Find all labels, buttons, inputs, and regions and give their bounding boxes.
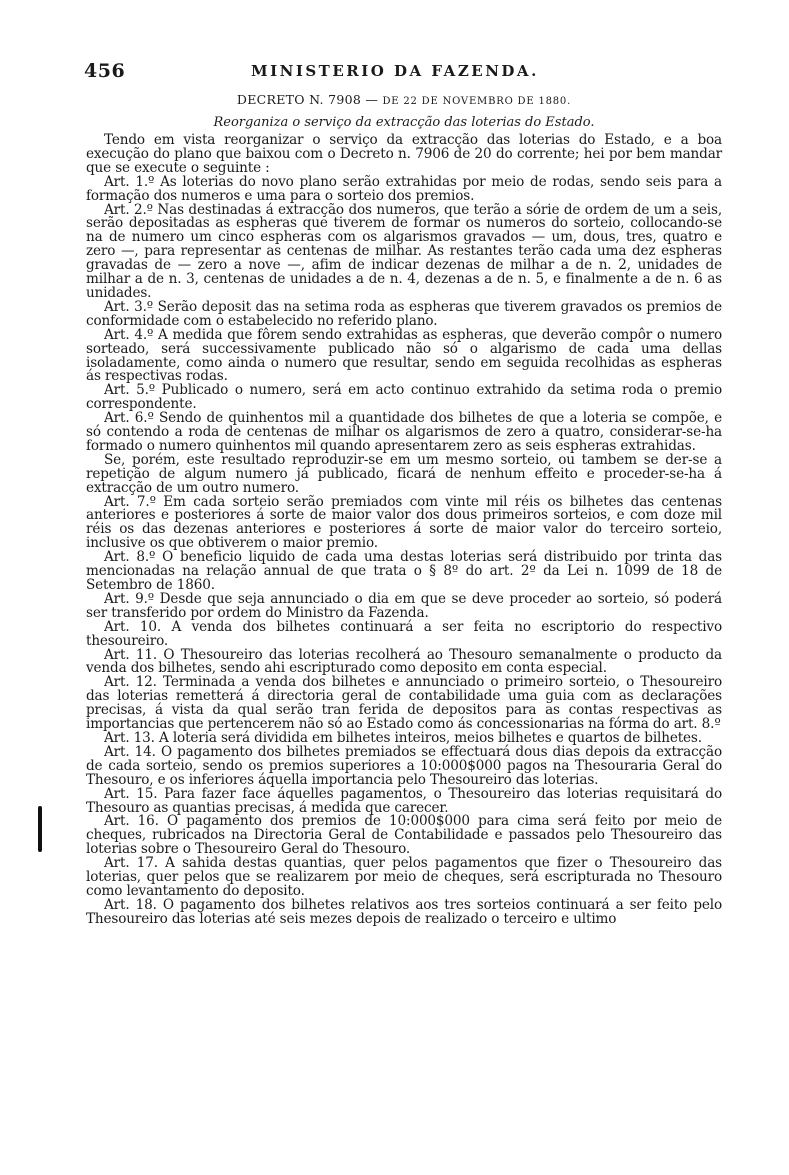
article-13: Art. 13. A loteria será dividida em bilhetes inteiros, meios bilhetes e quartos de bilhetes. — [104, 729, 702, 746]
decree-body — [86, 134, 722, 927]
article-7: Art. 7.º Em cada sorteio serão premiados com vinte mil réis os bilhetes das centenas anteriores e posteriores á sorte de maior valor dos dous primeiros sorteios, e com doze mil réis os das dezenas anteriores e posteriores á sorte de maior valor do terceiro sorteio, inclusive os que obtiverem o maior premio. — [86, 493, 722, 552]
decree-summary: Reorganiza o serviço da extracção das loterias do Estado. — [213, 115, 595, 130]
decree-number: DECRETO N. 7908 — — [236, 92, 383, 107]
article-4: Art. 4.º A medida que fôrem sendo extrahidas as espheras, que deverão compôr o numero sorteado, será successivamente publicado não só o algarismo de cada uma dellas isoladamente, como ainda o numero que resultar, sendo em seguida recolhidas as espheras ás respectivas rodas. — [86, 326, 722, 385]
preamble-paragraph: Tendo em vista reorganizar o serviço da extracção das loterias do Estado, e a boa execução do plano que baixou com o Decreto n. 7906 de 20 do corrente; hei por bem mandar que se execute o seguinte : — [86, 132, 722, 176]
article-12: Art. 12. Terminada a venda dos bilhetes e annunciado o primeiro sorteio, o Thesoureiro das loterias remetterá á directoria geral de contabilidade uma guia com as declarações precisas, á vista da qual serão tran ferida de depositos para as contas respectivas as importancias que pertencerem não só ao Estado como ás concessionarias na fórma do art. 8.º — [86, 674, 722, 733]
article-3: Art. 3.º Serão deposit das na setima roda as espheras que tiverem gravados os premios de conformidade com o estabelecido no referido plano. — [86, 298, 722, 329]
article-2: Art. 2.º Nas destinadas á extracção dos numeros, que terão a sórie de ordem de um a seis, serão depositadas as espheras que tiverem de formar os numeros do sorteio, collocando-se na de numero um cinco espheras com os algarismos gravados — um, dous, tres, quatro e zero —, para representar as centenas de milhar. As restantes terão cada uma dez espheras gravadas de — zero a nove —, afim de indicar dezenas de milhar a de n. 2, unidades de milhar a de n. 3, centenas de unidades a de n. 4, dezenas a de n. 5, e finalmente a de n. 6 as unidades. — [86, 201, 722, 301]
article-6-continuation: Se, porém, este resultado reproduzir-se em um mesmo sorteio, ou tambem se der-se a repetição de algum numero já publicado, ficará de nenhum effeito e proceder-se-ha á extracção de um outro numero. — [86, 451, 722, 496]
article-10: Art. 10. A venda dos bilhetes continuará a ser feita no escriptorio do respectivo thesoureiro. — [86, 618, 722, 649]
decree-date: DE 22 DE NOVEMBRO DE 1880. — [382, 96, 572, 107]
article-1: Art. 1.º As loterias do novo plano serão extrahidas por meio de rodas, sendo seis para a formação dos numeros e uma para o sorteio dos premios. — [86, 173, 722, 204]
document-page — [86, 60, 722, 927]
page-number: 456 — [84, 60, 126, 82]
article-11: Art. 11. O Thesoureiro das loterias recolherá ao Thesouro semanalmente o producto da venda dos bilhetes, sendo ahi escripturado como deposito em conta especial. — [86, 646, 722, 677]
article-15: Art. 15. Para fazer face áquelles pagamentos, o Thesoureiro das loterias requisitará do Thesouro as quantias precisas, á medida que carecer. — [86, 785, 722, 816]
article-17: Art. 17. A sahida destas quantias, quer pelos pagamentos que fizer o Thesoureiro das loterias, quer pelos que se realizarem por meio de cheques, será escripturada no Thesouro como levantamento do deposito. — [86, 855, 722, 899]
article-5: Art. 5.º Publicado o numero, será em acto continuo extrahido da setima roda o premio correspondente. — [86, 382, 722, 413]
article-18: Art. 18. O pagamento dos bilhetes relativos aos tres sorteios continuará a ser feito pelo Thesoureiro das loterias até seis mezes depois de realizado o terceiro e ultimo — [86, 896, 722, 927]
article-16: Art. 16. O pagamento dos premios de 10:000$000 para cima será feito por meio de cheques, rubricados na Directoria Geral de Contabilidade e passados pelo Thesoureiro das loterias sobre o Thesoureiro Geral do Thesouro. — [86, 813, 722, 858]
article-6: Art. 6.º Sendo de quinhentos mil a quantidade dos bilhetes de que a loteria se compõe, e só contendo a roda de centenas de milhar os algarismos de zero a quatro, considerar-se-ha formado o numero quinhentos mil quando apresentarem zero as seis espheras extrahidas. — [86, 410, 722, 454]
decree-title — [86, 92, 722, 107]
article-8: Art. 8.º O beneficio liquido de cada uma destas loterias será distribuido por trinta das mencionadas na relação annual de que trata o § 8º do art. 2º da Lei n. 1099 de 18 de Setembro de 1860. — [86, 549, 722, 593]
margin-ink-mark — [38, 806, 42, 852]
article-9: Art. 9.º Desde que seja annunciado o dia em que se deve proceder ao sorteio, só poderá ser transferido por ordem do Ministro da Fazenda. — [86, 590, 722, 621]
page-header — [86, 60, 722, 90]
article-14: Art. 14. O pagamento dos bilhetes premiados se effectuará dous dias depois da extracção de cada sorteio, sendo os premios superiores a 10:000$000 pagos na Thesouraria Geral do Thesouro, e os inferiores áquella importancia pelo Thesoureiro das loterias. — [86, 743, 722, 788]
running-head: MINISTERIO DA FAZENDA. — [251, 62, 539, 80]
